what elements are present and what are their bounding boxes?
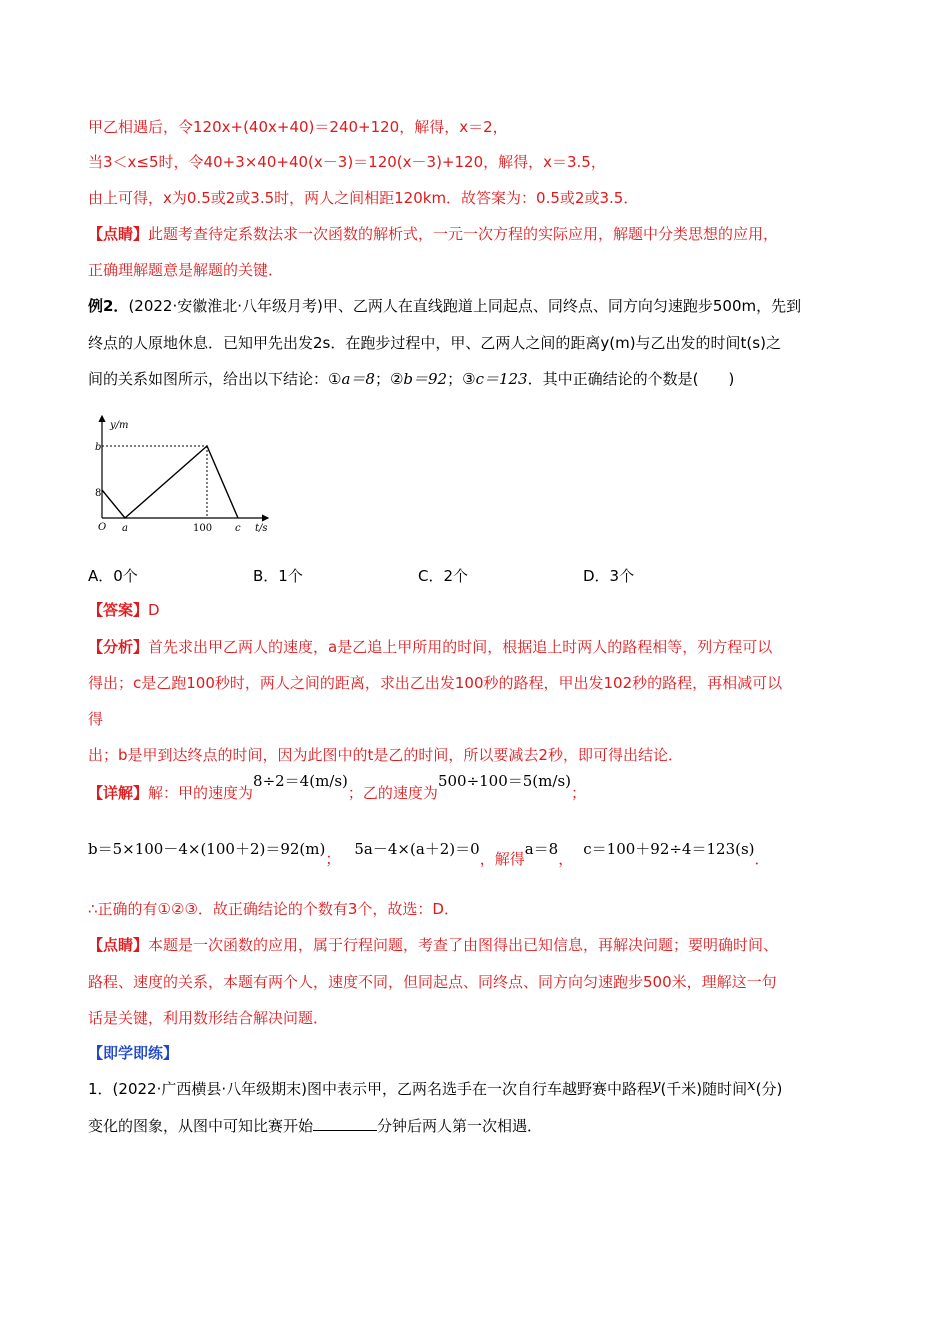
- dianjing2-tag: 【点睛】: [88, 936, 149, 954]
- detail-text-1: 解：甲的速度为: [148, 784, 254, 802]
- analysis-line-2: 得出；c是乙跑100秒时，两人之间的距离，求出乙出发100秒的路程，甲出发102秒的路程，再相减可以: [88, 674, 783, 692]
- detail-conclusion: ∴正确的有①②③．故正确结论的个数有3个，故选：D．: [88, 900, 459, 918]
- option-a: A．0个: [88, 567, 138, 585]
- prev-dianjing-line-1: [88, 224, 778, 244]
- dianjing2-text-1: 本题是一次函数的应用，属于行程问题，考查了由图得出已知信息，再解决问题；要明确时间、: [148, 936, 779, 954]
- analysis-text-1: 首先求出甲乙两人的速度，a是乙追上甲所用的时间，根据追上时两人的路程相等，列方程可以: [148, 638, 773, 656]
- tick-b: b: [95, 442, 102, 453]
- example2-text-1: (2022·安徽淮北·八年级月考)甲、乙两人在直线跑道上同起点、同终点、同方向匀速跑步500m，先到: [128, 297, 802, 315]
- tick-8: 8: [95, 488, 102, 499]
- tick-c: c: [235, 523, 241, 534]
- analysis-tag: 【分析】: [88, 638, 149, 656]
- dianjing2-line-2: 路程、速度的关系，本题有两个人，速度不同，但同起点、同终点、同方向匀速跑步500米，理解这一句: [88, 973, 777, 991]
- graph-line: [102, 446, 238, 518]
- distance-time-graph: [86, 410, 286, 540]
- conclusion-2: b＝92: [403, 370, 448, 388]
- detail-sep-3: ，: [558, 850, 574, 868]
- practice-line-2: [88, 1116, 542, 1136]
- example2-line-3: [88, 369, 734, 389]
- detail-sep-1: ；: [325, 850, 341, 868]
- dianjing2-line-1: [88, 935, 778, 955]
- practice-line-1: [88, 1076, 783, 1099]
- practice-text-1b: (千米)随时间: [660, 1080, 748, 1098]
- formula-a-equation: 5a－4×(a＋2)＝0: [354, 840, 480, 858]
- x-axis-label: t/s: [255, 523, 268, 534]
- prev-dianjing-line-2: 正确理解题意是解题的关键．: [88, 261, 284, 279]
- prev-solution-line-1: 甲乙相遇后，令120x+(40x+40)＝240+120，解得，x＝2，: [88, 118, 508, 136]
- origin-label: O: [98, 522, 107, 533]
- example2-line-1: [88, 296, 801, 316]
- dianjing2-line-3: 话是关键，利用数形结合解决问题．: [88, 1009, 329, 1027]
- tick-a: a: [122, 523, 128, 534]
- detail-text-3: ；: [571, 784, 587, 802]
- formula-a: a＝8: [524, 840, 559, 858]
- formula-c: c＝100＋92÷4＝123(s): [583, 840, 755, 858]
- option-d: D．3个: [583, 567, 635, 585]
- var-y: y: [651, 1076, 661, 1094]
- option-b: B．1个: [253, 567, 303, 585]
- detail-text-2: ；乙的速度为: [347, 784, 438, 802]
- example2-line-2: 终点的人原地休息．已知甲先出发2s．在跑步过程中，甲、乙两人之间的距离y(m)与乙出发的时间t(s)之: [88, 334, 781, 352]
- answer-blank[interactable]: [313, 1116, 377, 1131]
- formula-jia-speed: 8÷2＝4(m/s): [253, 772, 348, 790]
- answer-tag: 【答案】: [88, 601, 149, 619]
- answer-line: [88, 600, 160, 620]
- tick-100: 100: [193, 523, 213, 534]
- analysis-line-1: [88, 637, 772, 657]
- conclusion-1: a＝8: [341, 370, 375, 388]
- option-c: C．2个: [418, 567, 469, 585]
- detail-tag: 【详解】: [88, 784, 149, 802]
- analysis-line-3: 得: [88, 710, 104, 728]
- detail-sep-4: ．: [754, 850, 770, 868]
- formula-yi-speed: 500÷100＝5(m/s): [437, 772, 571, 790]
- dianjing-tag: 【点睛】: [88, 225, 149, 243]
- y-axis-label: y/m: [110, 420, 129, 431]
- prev-solution-line-2: 当3＜x≤5时，令40+3×40+40(x－3)＝120(x－3)+120，解得，x＝3.5，: [88, 153, 606, 171]
- answer-value: D: [148, 601, 160, 619]
- detail-sep-2: ，解得: [479, 850, 525, 868]
- prev-solution-line-3: 由上可得，x为0.5或2或3.5时，两人之间相距120km．故答案为：0.5或2或3.5．: [88, 189, 639, 207]
- example2-text-3c: ；③: [447, 370, 476, 388]
- detail-line-2: [88, 839, 770, 868]
- practice-text-1a: 1．(2022·广西横县·八年级期末)图中表示甲，乙两名选手在一次自行车越野赛中路程: [88, 1080, 652, 1098]
- var-x: x: [747, 1076, 756, 1094]
- example2-text-3a: 间的关系如图所示，给出以下结论：①: [88, 370, 342, 388]
- practice-text-2a: 变化的图象，从图中可知比赛开始: [88, 1117, 314, 1135]
- formula-b: b＝5×100－4×(100＋2)＝92(m): [88, 840, 326, 858]
- analysis-line-4: 出；b是甲到达终点的时间，因为此图中的t是乙的时间，所以要减去2秒，即可得出结论．: [88, 746, 683, 764]
- detail-line-1: [88, 772, 587, 803]
- example2-text-3b: ；②: [374, 370, 404, 388]
- conclusion-3: c＝123: [475, 370, 528, 388]
- example2-text-3d: ．其中正确结论的个数是( ): [527, 370, 735, 388]
- practice-text-2b: 分钟后两人第一次相遇．: [377, 1117, 543, 1135]
- dianjing-text: 此题考查待定系数法求一次函数的解析式，一元一次方程的实际应用，解题中分类思想的应用，: [148, 225, 779, 243]
- practice-tag: 【即学即练】: [88, 1044, 179, 1062]
- practice-text-1c: (分): [755, 1080, 783, 1098]
- example2-label: 例2．: [88, 297, 129, 315]
